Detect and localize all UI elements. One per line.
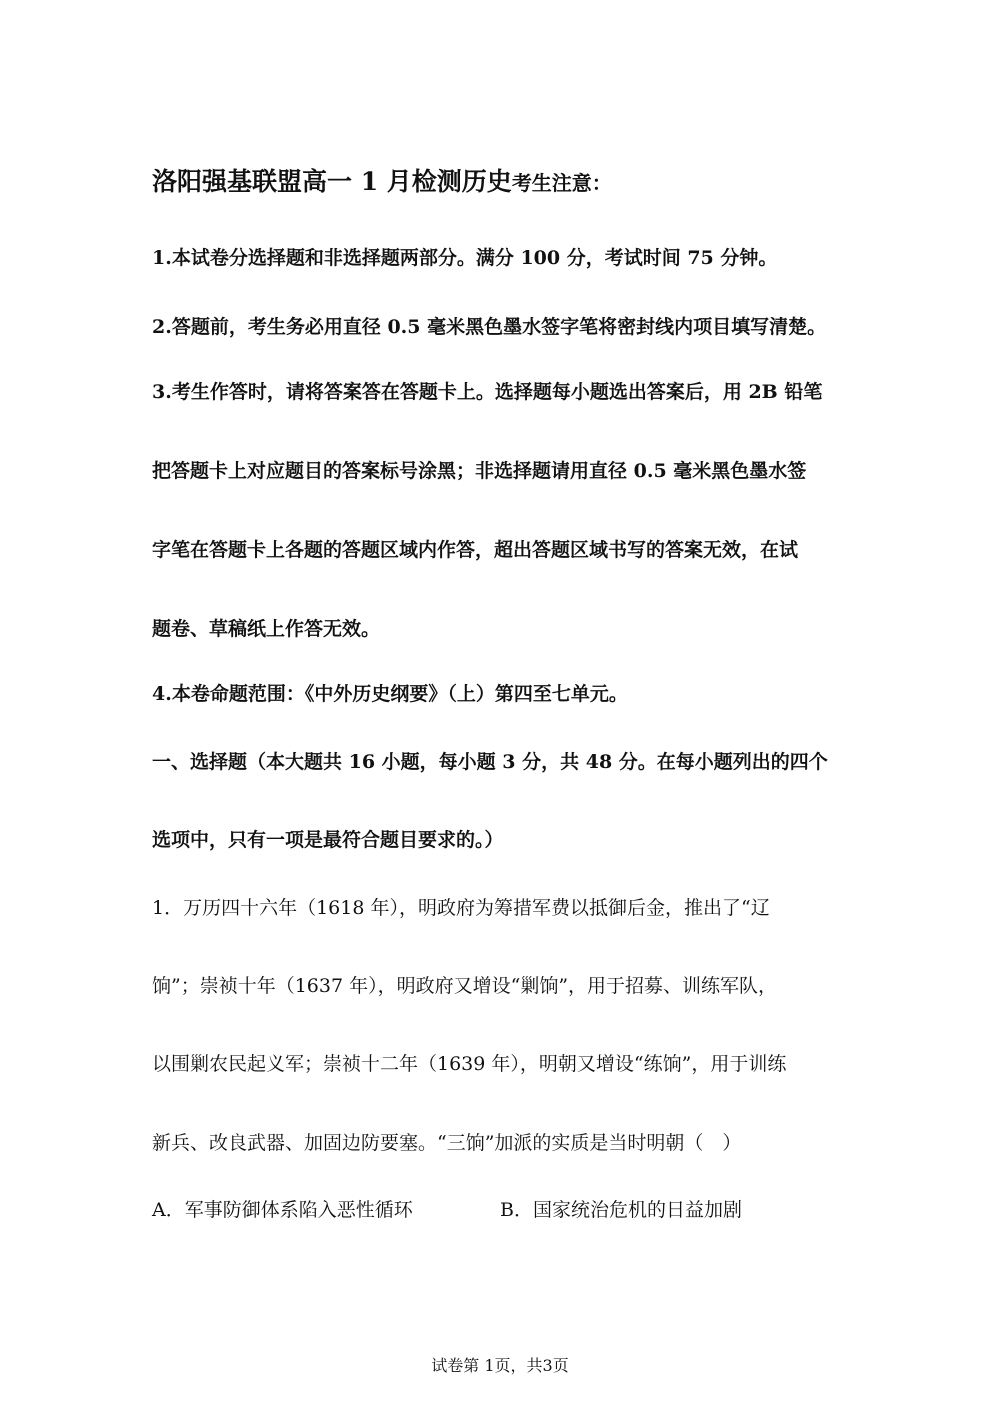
notice-line: 把答题卡上对应题目的答案标号涂黑；非选择题请用直径 0.5 毫米黑色墨水签	[152, 460, 807, 482]
question-stem-line: 1．万历四十六年（1618 年），明政府为筹措军费以抵御后金，推出了“辽	[152, 897, 770, 919]
notice-line: 4.本卷命题范围：《中外历史纲要》（上）第四至七单元。	[152, 683, 628, 705]
section-heading-line: 选项中，只有一项是最符合题目要求的。）	[152, 829, 504, 851]
option-a: A．军事防御体系陷入恶性循环	[152, 1199, 413, 1221]
notice-line: 1.本试卷分选择题和非选择题两部分。满分 100 分，考试时间 75 分钟。	[152, 247, 778, 269]
page-footer: 试卷第 1页，共3页	[431, 1356, 569, 1375]
exam-title-sub: 考生注意：	[511, 171, 612, 195]
exam-title	[152, 167, 612, 196]
notice-line: 2.答题前，考生务必用直径 0.5 毫米黑色墨水签字笔将密封线内项目填写清楚。	[152, 316, 827, 338]
question-stem-line: 新兵、改良武器、加固边防要塞。“三饷”加派的实质是当时明朝（ ）	[152, 1132, 742, 1154]
notice-line: 3.考生作答时，请将答案答在答题卡上。选择题每小题选出答案后，用 2B 铅笔	[152, 381, 823, 403]
notice-line: 题卷、草稿纸上作答无效。	[152, 618, 381, 640]
exam-title-main: 洛阳强基联盟高一 1 月检测历史	[152, 167, 512, 196]
question-stem-line: 饷”；崇祯十年（1637 年），明政府又增设“剿饷”，用于招募、训练军队，	[152, 975, 778, 997]
section-heading-line: 一、选择题（本大题共 16 小题，每小题 3 分，共 48 分。在每小题列出的四个	[152, 751, 828, 773]
question-stem-line: 以围剿农民起义军；崇祯十二年（1639 年），明朝又增设“练饷”，用于训练	[152, 1053, 787, 1075]
notice-line: 字笔在答题卡上各题的答题区域内作答，超出答题区域书写的答案无效，在试	[152, 539, 799, 561]
option-b: B．国家统治危机的日益加剧	[500, 1199, 742, 1221]
